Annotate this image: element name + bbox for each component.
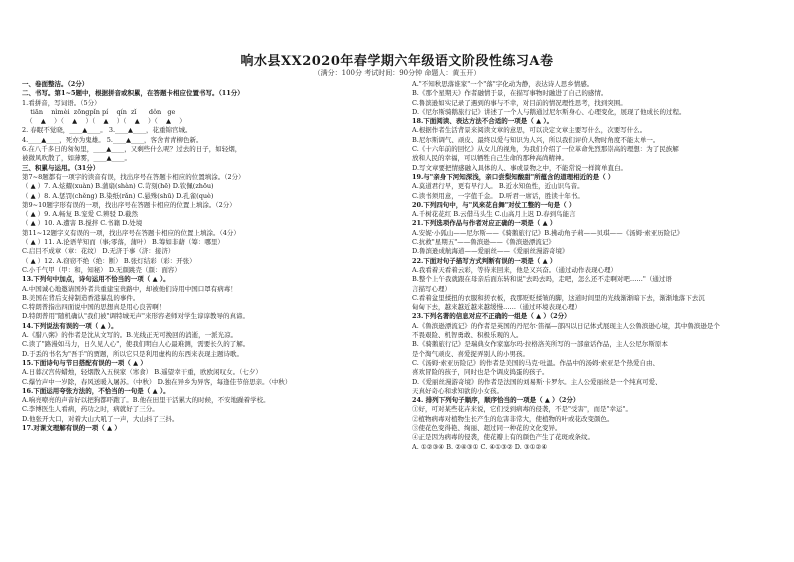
left-column-line: A.响亮嘹亮的声音好以把狗都吓跑了。B.他在田里干活累大的时候，不安地躁着学校。 — [22, 396, 270, 405]
left-column-line: （ ▲ ）11. A.论语苹知而（事;零落，蒲叶） B.筹如非藉（筹：哪里） — [22, 238, 224, 247]
right-column-line: 23.下列名著的信息对应不正确的一组是（ ▲ ）（2分） — [412, 312, 571, 321]
exam-title: 响水县XX2020年春学期六年级语文阶段性练习A卷 — [240, 54, 554, 69]
left-column-line: （ ▲ ）12. A.窃窃不绝（绝：断） B.张灯结彩（彩：开张） — [22, 256, 196, 265]
left-column-line: 13.下列句中加点，诗句运用不恰当的一项（ ▲ ）。 — [22, 275, 170, 284]
left-column-line: 2. 春眠不觉晓，____▲____。 3.____▲____，花重锦官城。 — [22, 126, 192, 135]
right-column-line: B.整个上午我就跟在母亲后面东转和说"去吗去吗，走吧，怎么还不走啊对吧……"（通过语 — [412, 275, 672, 284]
left-column-line: 16.下面运用夸张方法的，不恰当的一句是（ ▲ ）。 — [22, 386, 170, 395]
right-column-line: D.《爱丽丝漫游奇境》的作者是法国的刘易斯·卡罗尔。主人公爱丽丝是一个纯真可爱、 — [412, 377, 662, 386]
right-column-line: 甸甸下去，越来越近越来越缓慢……（通过环境表现心理） — [412, 303, 581, 312]
right-column-line: ①好，可对某些花卉来说，它们受到病毒的侵袭，不是"受害"，而是"幸运"。 — [412, 405, 632, 414]
right-column-line: D.《尼尔斯骑鹅旅行记》讲述了一个人与鹅通过尼尔斯身心、心理变化，展现了他成长的过程。 — [412, 107, 686, 116]
right-column-line: A.根据作者生活背景来阅读文章的意思，可以决定文章主要写什么，次要写什么。 — [412, 126, 647, 135]
left-column-line: 第11~12题字义有误的一项，找出序号在答题卡相应的位置上填涂。（4分） — [22, 228, 240, 237]
exam-subtitle: （满分：100分 考试时间：90分钟 命题人：黄玉开） — [313, 69, 481, 77]
left-column-line: 4.____▲____，死亦为鬼雄。 5.____▲____，客舍青青柳色新。 — [22, 135, 203, 144]
right-column-line: C.《十六年前的回忆》从女儿的视角，为我们介绍了一位革命先烈那崇高的理想：为了民族解 — [412, 145, 679, 154]
right-column-line: 言描写心理） — [412, 284, 451, 293]
right-column-line: A.莫道君行早，更有早行人。 B.近水知鱼性，近山识鸟音。 — [412, 182, 584, 191]
right-column-line: ②植物病毒对植物生长产生的危害非常大，使植物的叶或花改变颜色。 — [412, 414, 614, 423]
right-column-line: D.写文章要把情感融入具体的人、事或景物之中，不能常说一样简单直白。 — [412, 163, 628, 172]
right-column-line: A. ①②③④ B. ②④③① C. ④①③② D. ③①②④ — [412, 442, 548, 451]
right-column-line: 24. 排列下列句子顺序，顺序恰当的一项是（ ▲ ）（2分） — [412, 396, 580, 405]
right-column-line: A.千树花花红 B.云借马头生 C.山高月上迟 D.春到鸟能言 — [412, 210, 576, 219]
left-column-line: C.读了"路漫如马力，日久见人心"，使我们明白人心最难测，需要长久的了解。 — [22, 340, 250, 349]
left-column-line: 二、书写。第1~5题中，根据拼音或积累，在答题卡相应位置书写。（11分） — [22, 89, 244, 98]
right-column-line: 22.下面对句子描写方式判断有误的一项是（ ▲ ） — [412, 256, 557, 265]
right-column-line: 喜欢冒险的孩子，同时也是个调皮捣蛋的孩子。 — [412, 368, 549, 377]
right-column-line: C.看着盆里揉扭的衣服和搓衣板，我那贬贬揉皱的脚，这道时间里的光线渐渐暗下去，渐渐地落下去沉 — [412, 293, 705, 302]
right-column-line: ③使花色变得艳、绚丽、超过同一种花的文化变异。 — [412, 423, 562, 432]
left-column-line: 1.看拼音，写词语。（5分） — [22, 98, 101, 107]
right-column-line: B.尼尔斯调气、顽皮、最终以爱与知识为人兴，所以我们评价人物时角度不能太单一。 — [412, 135, 660, 144]
right-column-line: 20.下列四句中，与"风来花自舞"对仗工整的一句是（ ） — [412, 200, 576, 209]
right-column-line: B.《骑鹅旅行记》是瑞典女作家塞尔玛·拉格洛芙所写的一部童话作品，主人公尼尔斯原本 — [412, 340, 668, 349]
right-column-line: ④正是因为病毒的侵袭，使花瓣上有的颜色产生了花斑或条纹。 — [412, 433, 594, 442]
left-column-line: A.日暮汉宫传蜡烛，轻烟散入五侯家（寒食） B.遥望幸干重，欧欧闲叹女。（七夕） — [22, 368, 262, 377]
left-column-line: 第7~8题都有一项字的读音有误，找出序号在答题卡相应的位置填涂。（2分） — [22, 172, 245, 181]
right-column-line: 19.与"亲身下河知深浅，亲口尝梨知酸甜"所蕴含的道理相近的是（ ） — [412, 172, 615, 181]
left-column-line: C.特朗普指出四面说中国的思想真是用心良苦啊！ — [22, 303, 166, 312]
left-column-line: 被微风吹散了，如薄雾，____▲____。 — [22, 154, 131, 163]
right-column-line: C.读书须用意，一字值千金。 D.听君一席话，胜读十年书。 — [412, 191, 584, 200]
left-column-line: （ ▲ ）9. A.畅复 B.宠爱 C.辨驳 D.截然 — [22, 210, 139, 219]
left-column-line: C.启目不成章（章：花纹） D.无济于事（济：接济） — [22, 247, 175, 256]
left-column-line: tiān nìmèi zōngpǐn pí qín zǐ dǒn ge — [22, 107, 176, 116]
right-column — [412, 80, 780, 452]
right-column-line: 不畏艰险、机智勇敢、积极乐观的人。 — [412, 331, 523, 340]
right-column-line: A."不知秋思落谁家"一个"落"字化动为静，表达诗人思乡情感。 — [412, 80, 594, 88]
left-column-line: 14.下列说法有误的一项（ ▲ ）。 — [22, 321, 118, 330]
right-column-line: A.我看着天看着云彩，等待来回来，他是又兴奋。（通过动作表现心理） — [412, 265, 618, 274]
left-column-line: C.小千气甲（甲：和，知秘） D.无颜跳壳（颜：面容） — [22, 265, 181, 274]
left-column-line: B.美国在背后支持制造香港暴乱的事件。 — [22, 293, 140, 302]
left-column-line: D.他张开大口，对着大山大吼了一声，大山抖了三抖。 — [22, 414, 179, 423]
right-column-line: 21.下列选项作品与作者对应正确的一项是（ ▲ ） — [412, 219, 557, 228]
right-column-line: 18.下面阅读、表达方法不合适的一项是（ ▲ ）。 — [412, 117, 554, 126]
right-column-line: A.安妮·小狐山——尼尔斯——《骑鹅旅行记》B.拂动角子莉——贝琪——《汤姆·索亚历险记》 — [412, 228, 684, 237]
right-column-line: D.鲁滨逊成航海道——爱丽丝——《爱丽丝漫游奇境》 — [412, 247, 569, 256]
right-column-line: 天真好奇心和求知欲的小女孩。 — [412, 386, 503, 395]
left-column-line: A.中国诚心地邀请国外者共重建宝贵路中，却被他们诗用中国口罩有病毒！ — [22, 284, 237, 293]
left-column-line: （ ▲ ）7. A.炫耀(xuàn) B.蒲扇(shàn) C.苛刻(hē) D.钦佩(zhōu) — [22, 182, 214, 191]
right-column-line: C.抗救"星期五"——鲁滨逊——《鲁滨逊漂流记》 — [412, 238, 555, 247]
right-column-line: C.鲁滨逊如实记录了遇到的事与不幸，对目前的情况理性思考，找到突围。 — [412, 98, 627, 107]
left-column-line: （ ▲ ）（ ▲ ）（ ▲ ）（ ▲ ）（ ▲ ） — [22, 117, 186, 126]
left-column-line: （ ▲ ）8. A.惩罚(chěng) B.染纸(rǎn) C.悬殊(shū) D.孔雀(què) — [22, 191, 214, 200]
left-column-line: 17.对课文理解有误的一项（ ▲ ） — [22, 423, 121, 432]
left-column-line: 三、积累与运用。（31分） — [22, 163, 100, 172]
left-column-line: 第9~10题字形有误的一项，找出序号在答题卡相应的位置上填涂。（2分） — [22, 200, 236, 209]
left-column-line: D.特朗普用"随机确认"我们被"调特城无声"来形容老师对学生谆谆教导的真谛。 — [22, 312, 250, 321]
left-column-line: 6.在八千多日的匆匆里，____▲____，又剩些什么呢？过去的日子，如轻烟， — [22, 145, 242, 154]
left-column-line: （ ▲ ）10. A.遭害 B.搅拌 C.书籍 D.处境 — [22, 219, 143, 228]
left-column-line: C.李博医生人看病，药功之时，病就好了三分。 — [22, 405, 159, 414]
left-column-line: 一、卷面整洁。（2分） — [22, 80, 89, 88]
right-column-line: A.《鲁滨逊漂流记》的作者是英国的丹尼尔·笛福—部四以日记体式展现主人公鲁滨逊心境，其中鲁滨逊是个 — [412, 321, 720, 330]
right-column-line: B.《那个星期天》作者融情于景，在描写事物时融进了自己的感情。 — [412, 89, 608, 98]
left-column-line: A.《腊八粥》的作者是沈从文写的。B.光线正无可挽回的消逝，一派光凉。 — [22, 331, 238, 340]
right-column-line: 是个淘气顽皮、喜爱捉弄别人的小男孩。 — [412, 349, 529, 358]
left-column — [22, 80, 394, 433]
right-column-line: C.《汤姆·索亚历险记》的作者是美国的马克·吐温。作品中的汤姆·索亚是个热爱自由、 — [412, 358, 660, 367]
left-column-line: D.于丢的书名为"吾手"的贾题，所以它只是利用虚构的东西来表现主题诗歌。 — [22, 349, 244, 358]
left-column-line: 15.下面诗句与节日搭配有误的一项（ ▲ ） — [22, 358, 147, 367]
left-column-line: C.爆竹声中一岁除，春风送暖入屠苏。（中秋） D.独在异乡为异客，每逢佳节倍思亲。（中秋） — [22, 377, 292, 386]
right-column-line: 放和人民的幸福，可以牺牲自己生命的那种高尚精神。 — [412, 154, 568, 163]
